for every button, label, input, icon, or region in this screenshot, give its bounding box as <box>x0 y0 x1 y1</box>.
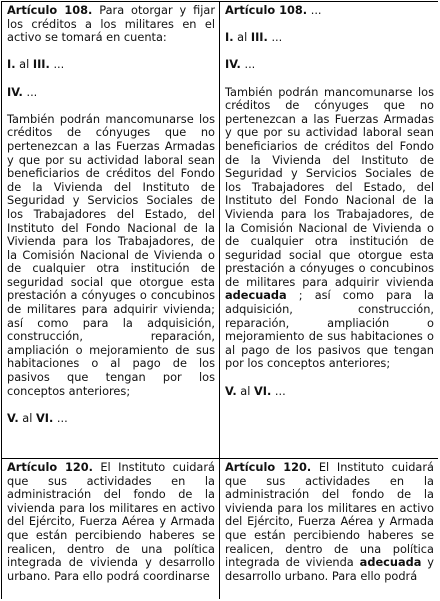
fraction-ellipsis: ... <box>53 410 68 425</box>
fraction-ellipsis: ... <box>22 84 38 99</box>
fraction-v-vi <box>225 385 434 399</box>
article-120-text <box>7 461 215 583</box>
fraction-label: I. <box>7 57 16 72</box>
article-text: El Instituto cuidará que sus actividades en la administración del fondo de la vivienda para los militares en activo del Ejército, Fuerza Aérea y Armada que están percibiendo haberes se realicen, dentro de una política integrada de vivienda y desarrollo urbano. Para ello podrá coordinarse <box>7 460 215 583</box>
fraction-label: VI. <box>253 383 272 398</box>
fraction-i-iii <box>225 31 434 45</box>
fraction-separator: al <box>15 57 33 72</box>
fraction-ellipsis: ... <box>240 57 256 72</box>
fraction-i-iii <box>7 58 215 72</box>
fraction-label: V. <box>225 383 237 398</box>
fraction-label: IV. <box>225 57 241 72</box>
body-paragraph <box>225 86 434 371</box>
fraction-label: VI. <box>35 410 54 425</box>
article-text: y desarrollo urbano. Para ello podrá <box>225 555 434 583</box>
article-label: Artículo 120. <box>7 460 93 474</box>
fraction-v-vi <box>7 412 215 426</box>
fraction-iv <box>225 58 434 72</box>
fraction-ellipsis: ... <box>267 30 283 45</box>
current-text-cell <box>2 2 220 459</box>
body-paragraph: También podrán mancomunarse los créditos de cónyuges que no pertenezcan a las Fuerzas Armadas y que por su actividad laboral sean beneficiarios de créditos del Fondo de la Vivienda del Instituto de Seguridad y Servicios Sociales de los Trabajadores del Estado, del Instituto del Fondo Nacional de la Vivienda para los Trabajadores, de la Comisión Nacional de Vivienda o de cualquier otra institución de seguridad social que otorgue esta prestación a cónyuges o concubinos de militares para adquirir vivienda; así como para la adquisición, construcción, reparación, ampliación o mejoramiento de sus habitaciones o al pago de los pasivos que tengan por los conceptos anteriores; <box>7 111 215 398</box>
fraction-separator: al <box>236 383 254 398</box>
article-108-intro <box>225 4 434 18</box>
fraction-iv <box>7 86 215 100</box>
article-text: ... <box>307 3 322 17</box>
article-label: Artículo 120. <box>225 460 312 474</box>
fraction-label: I. <box>225 30 234 45</box>
paragraph-text: ; así como para la adquisición, construcción, reparación, ampliación o mejoramiento de sus habitaciones o al pago de los pasivos que tengan por los conceptos anteriores; <box>225 288 434 371</box>
fraction-label: III. <box>32 57 50 72</box>
article-label: Artículo 108. <box>7 3 93 17</box>
paragraph-text: También podrán mancomunarse los créditos de cónyuges que no pertenezcan a las Fuerzas Armadas y que por su actividad laboral sean beneficiarios de créditos del Fondo de la Vivienda del Instituto de Seguridad y Servicios Sociales de los Trabajadores del Estado, del Instituto del Fondo Nacional de la Vivienda para los Trabajadores, de la Comisión Nacional de Vivienda o de cualquier otra institución de seguridad social que otorgue esta prestación a cónyuges o concubinos de militares para adquirir vivienda <box>225 84 434 289</box>
fraction-separator: al <box>233 30 251 45</box>
fraction-label: IV. <box>7 84 23 99</box>
article-text: El Instituto cuidará que sus actividades en la administración del fondo de la vivienda para los militares en activo del Ejército, Fuerza Aérea y Armada que están percibiendo haberes se realicen, dentro de una política integrada de vivienda <box>225 460 434 570</box>
added-word: adecuada <box>359 555 422 570</box>
fraction-ellipsis: ... <box>271 383 286 398</box>
fraction-separator: al <box>18 410 36 425</box>
article-120-text <box>225 461 434 583</box>
proposed-text-cell <box>220 459 439 600</box>
comparison-table <box>1 1 438 599</box>
table-row <box>2 459 439 600</box>
comparison-document <box>1 1 438 599</box>
table-row <box>2 2 439 459</box>
fraction-ellipsis: ... <box>49 57 65 72</box>
article-text: Para otorgar y fijar los créditos a los militares en el activo se tomará en cuenta: <box>7 3 215 45</box>
article-label: Artículo 108. <box>225 3 308 17</box>
added-word: adecuada <box>225 288 287 303</box>
fraction-label: V. <box>7 410 19 425</box>
fraction-label: III. <box>250 30 268 45</box>
proposed-text-cell <box>220 2 439 459</box>
current-text-cell <box>2 459 220 600</box>
article-108-intro <box>7 4 215 45</box>
